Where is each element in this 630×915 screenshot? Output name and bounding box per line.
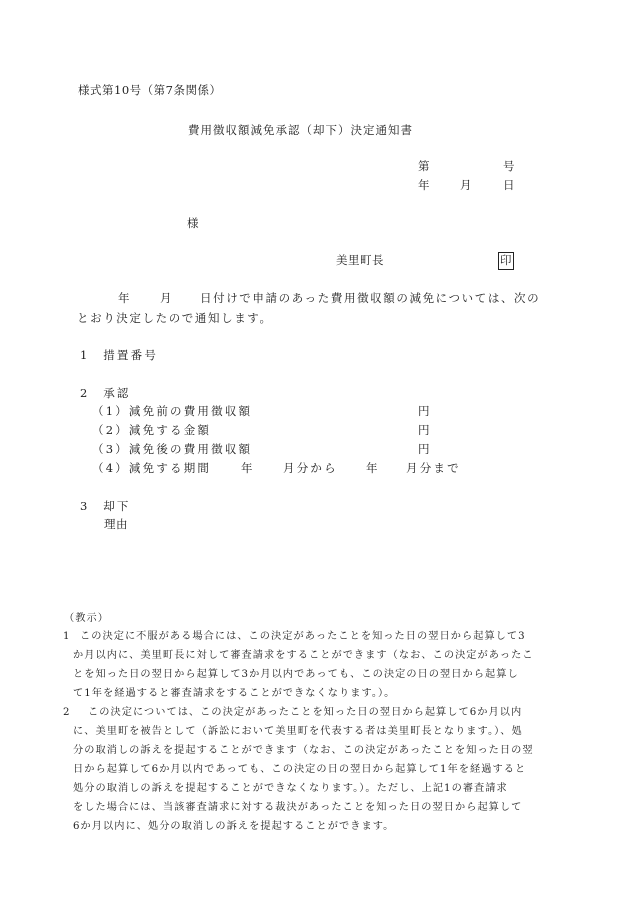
notice-1-number: 1 [63, 631, 71, 642]
sub-item-2-label: （2）減免する金額 [92, 423, 212, 437]
notice-1-line-3: とを知った日の翌日から起算して3か月以内であっても、この決定の日の翌日から起算し [73, 669, 519, 680]
date-year: 年 [418, 178, 430, 192]
notice-2-line-5: 処分の取消しの訴えを提起することができなくなります。）。ただし、上記1の審査請求 [73, 783, 508, 794]
intro-year: 年 [118, 291, 130, 305]
sub-item-3-label: （3）減免後の費用徴収額 [92, 442, 253, 456]
sub-item-1-label: （1）減免前の費用徴収額 [92, 404, 253, 418]
sub-item-1-unit: 円 [418, 404, 430, 418]
issuer-name: 美里町長 [336, 253, 384, 267]
item-2-approval: 2 承認 [80, 386, 131, 400]
notice-2-number: 2 [63, 707, 71, 718]
sub-item-4-year-to: 年 [366, 461, 378, 475]
sub-item-3-unit: 円 [418, 442, 430, 456]
item-1-measure-number: 1 措置番号 [80, 348, 159, 362]
sub-item-4-label: （4）減免する期間 [92, 461, 212, 475]
notice-heading: （教示） [64, 613, 109, 624]
form-number: 様式第10号（第7条関係） [78, 83, 222, 97]
notice-2-line-2: に、美里町を被告として（訴訟において美里町を代表する者は美里町長となります。）、処 [73, 726, 523, 737]
addressee-suffix: 様 [187, 216, 199, 230]
doc-number-suffix: 号 [503, 159, 515, 173]
intro-line-1: 日付けで申請のあった費用徴収額の減免については、次の [200, 291, 541, 305]
seal-label: 印 [498, 252, 514, 270]
notice-2-line-6: をした場合には、当該審査請求に対する裁決があったことを知った日の翌日から起算して [73, 802, 523, 813]
notice-2-line-4: 日から起算して6か月以内であっても、この決定の日の翌日から起算して1年を経過すると [73, 764, 527, 775]
sub-item-4-month-to: 月分まで [406, 461, 461, 475]
sub-item-4-month-from: 月分から [283, 461, 338, 475]
sub-item-2-unit: 円 [418, 423, 430, 437]
notice-2-line-1: この決定については、この決定があったことを知った日の翌日から起算して6か月以内 [88, 707, 523, 718]
notice-1-line-2: か月以内に、美里町長に対して審査請求をすることができます（なお、この決定があったこ [73, 650, 534, 661]
document-title: 費用徴収額減免承認（却下）決定通知書 [188, 123, 413, 137]
intro-month: 月 [160, 291, 172, 305]
date-day: 日 [503, 178, 515, 192]
notice-1-line-4: て1年を経過すると審査請求をすることができなくなります。）。 [73, 688, 396, 699]
notice-1-line-1: この決定に不服がある場合には、この決定があったことを知った日の翌日から起算して3 [80, 631, 526, 642]
date-month: 月 [460, 178, 472, 192]
notice-2-line-7: 6か月以内に、処分の取消しの訴えを提起することができます。 [73, 821, 395, 832]
seal-mark [498, 252, 514, 270]
doc-number-prefix: 第 [418, 159, 430, 173]
sub-item-4-year-from: 年 [241, 461, 253, 475]
notice-2-line-3: 分の取消しの訴えを提起することができます（なお、この決定があったことを知った日の翌 [73, 745, 534, 756]
intro-line-2: とおり決定したので通知します。 [77, 311, 273, 325]
rejection-reason-label: 理由 [104, 517, 128, 531]
item-3-rejection: 3 却下 [80, 499, 131, 513]
